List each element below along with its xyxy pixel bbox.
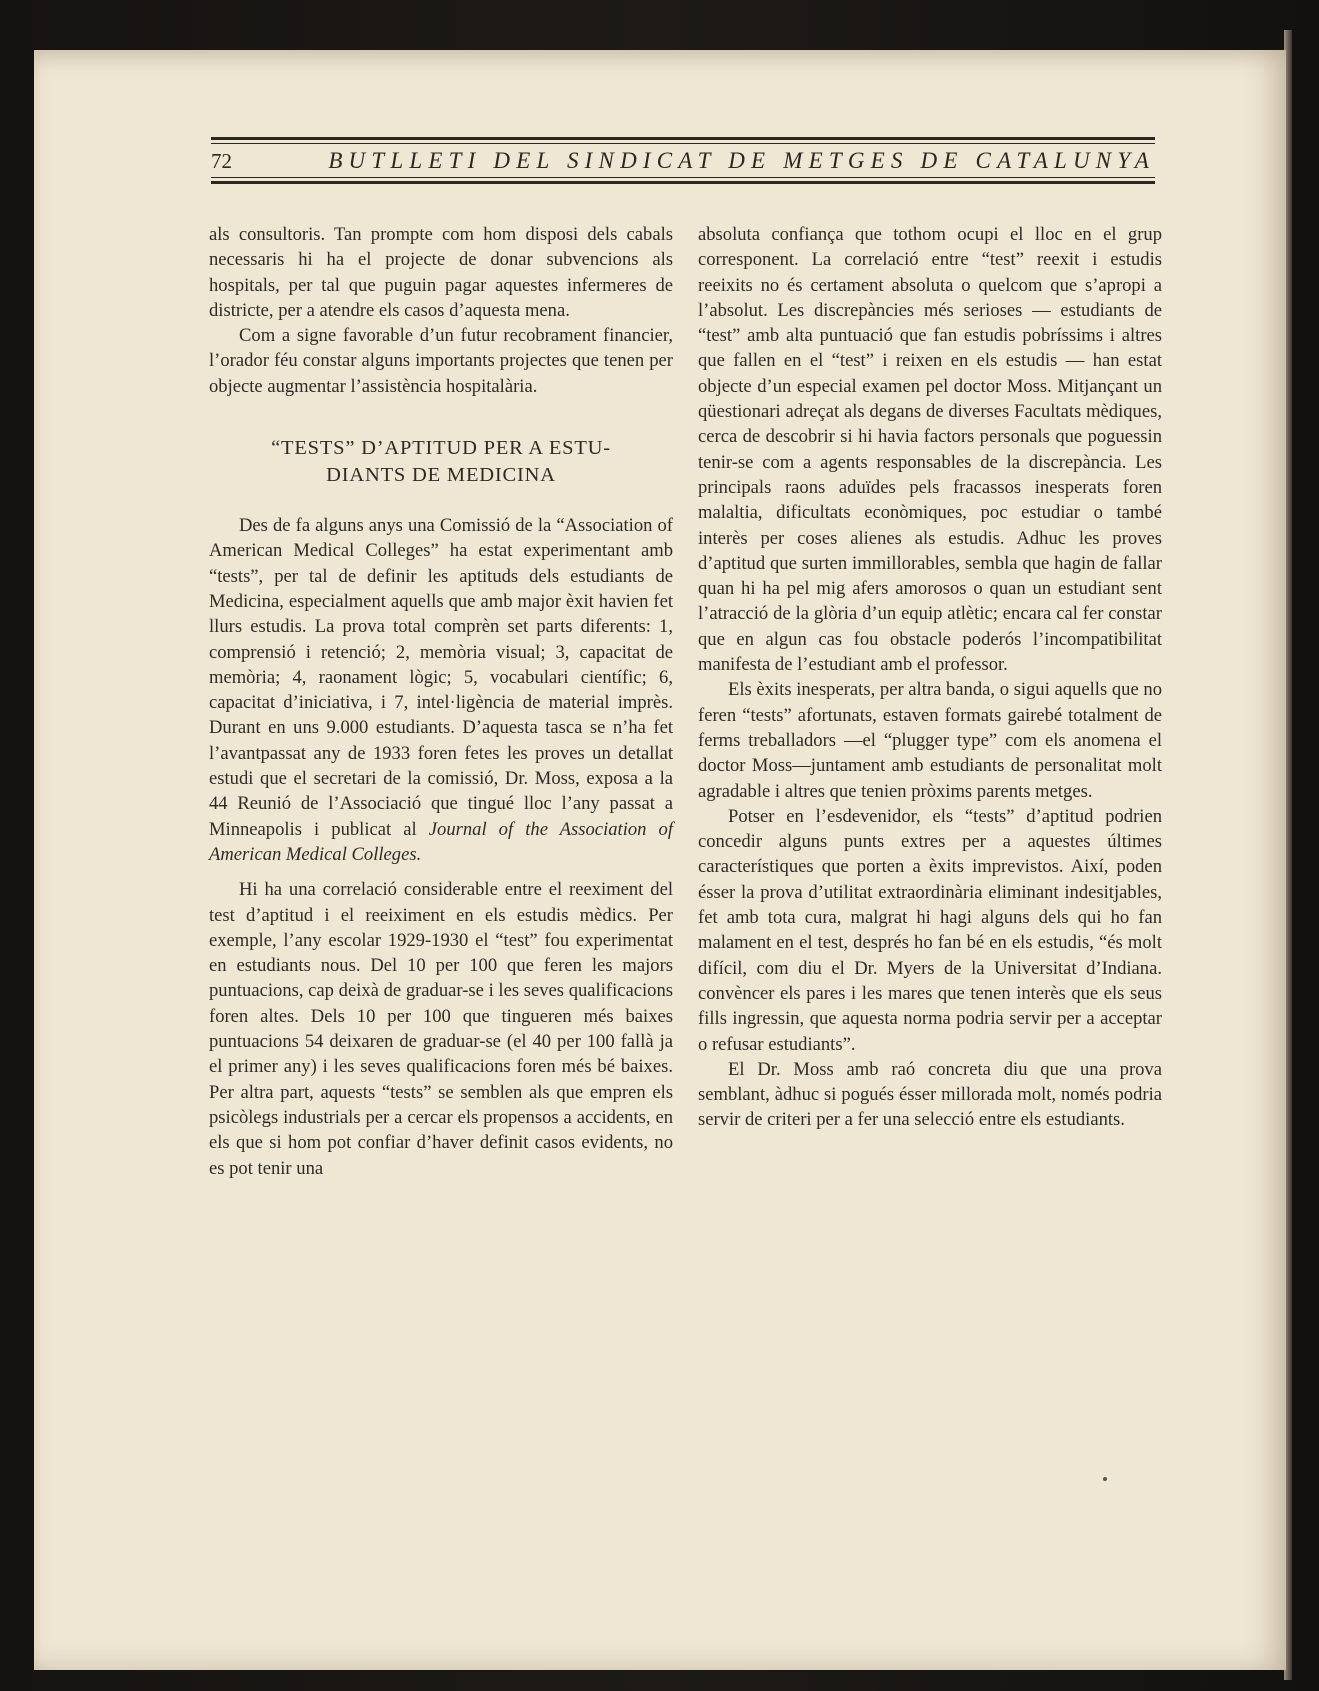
paragraph: Potser en l’esdevenidor, els “tests” d’aptitud podrien concedir alguns punts extres per a aquestes últimes característiques que porten a èxits imprevistos. Així, poden ésser la prova d’utilitat extraordinària eliminant indesitjables, fet amb tota cura, malgrat hi hagi alguns dels qui ho fan malament en el test, després ho fan bé en els estudis, “és molt difícil, com diu el Dr. Myers de la Universitat d’Indiana. convèncer els pares i les mares que tenen interès que els seus fills ingressin, que aquesta norma podria servir per a acceptar o refusar estudiants”.: [698, 805, 1162, 1055]
paragraph: Hi ha una correlació considerable entre el reeximent del test d’aptitud i el reeiximent en els estudis mèdics. Per exemple, l’any escolar 1929-1930 el “test” fou experimentat en estudiants nous. Del 10 per 100 que feren les majors puntuacions, cap deixà de graduar-se i les seves qualificacions foren altes. Dels 10 per 100 que tingueren més baixes puntuacions 54 deixaren de graduar-se (el 40 per 100 fallà ja el primer any) i les seves qualificacions foren més bé baixes. Per altra part, aquests “tests” se semblen als que empren els psicòlegs industrials per a cercar els propensos a accidents, en els que si hom pot confiar d’haver definit casos evidents, no es pot tenir una: [209, 879, 673, 1179]
paragraph: El Dr. Moss amb raó concreta diu que una prova semblant, àdhuc si pogués ésser millorada molt, només podria servir de criteri per a fer una selecció entre els estudiants.: [698, 1058, 1162, 1131]
section-heading-line: “TESTS” D’APTITUD PER A ESTU-: [271, 437, 611, 460]
journal-title: Journal of the Association of American Medical Colleges.: [209, 818, 673, 865]
ink-speck: [1103, 1477, 1107, 1481]
paragraph-text: Des de fa alguns anys una Comissió de la “Association of American Medical Colleges” ha estat experimentant amb “tests”, per tal de definir les aptituds dels estudiants de Medicina, especialment aquells que amb major èxit havien fet llurs estudis. La prova total comprèn set parts diferents: 1, comprensió i retenció; 2, memòria visual; 3, capacitat de memòria; 4, raonament lògic; 5, vocabulari científic; 6, capacitat d’iniciativa, i 7, intel·ligència de material imprès. Durant en uns 9.000 estudiants. D’aquesta tasca se n’ha fet l’avantpassat any de 1933 foren fetes les proves un detallat estudi que el secretari de la comissió, Dr. Moss, exposa a la 44 Reunió de l’Associació que tingué lloc l’any passat a Minneapolis i publicat al: [209, 515, 673, 840]
section-heading-line: DIANTS DE MEDICINA: [326, 464, 556, 487]
left-column: [209, 222, 673, 1181]
header-top-rule: [211, 137, 1155, 144]
header-line: [211, 147, 1155, 175]
paragraph: Com a signe favorable d’un futur recobrament financier, l’orador féu constar alguns importants projectes que tenen per objecte augmentar l’assistència hospitalària.: [209, 325, 673, 397]
right-column: [698, 222, 1162, 1133]
page-number: 72: [211, 148, 232, 173]
section-heading: [209, 435, 673, 489]
paragraph: Els èxits inesperats, per altra banda, o sigui aquells que no feren “tests” afortunats, estaven formats gairebé totalment de ferms treballadors —el “plugger type” com els anomena el doctor Moss—juntament amb estudiants de personalitat molt agradable i altres que tenien pròxims parents metges.: [698, 679, 1162, 802]
paragraph: absoluta confiança que tothom ocupi el lloc en el grup corresponent. La correlació entre “test” reexit i estudis reeixits no és certament absoluta o quelcom que s’apropi a l’absolut. Les discrepàncies més serioses — estudiants de “test” amb alta puntuació que fan estudis pobríssims i altres que fallen en el “test” i reixen en els estudis — han estat objecte d’un especial examen pel doctor Moss. Mitjançant un qüestionari adreçat als degans de diverses Facultats mèdiques, cerca de descobrir si hi havia factors personals que poguessin tenir-se com a agents responsables de la discrepància. Les principals raons aduïdes pels fracassos inesperats foren malaltia, dificultats econòmiques, poc estudiar o també interès per coses alienes als estudis. Adhuc les proves d’aptitud que surten immillorables, sembla que hagin de fallar quan hi ha pel mig afers amorosos o quan un estudiant sent l’atracció de la glòria d’un equip atlètic; encara cal fer constar que en algun cas fou obstacle poderós l’incompatibilitat manifesta de l’estudiant amb el professor.: [698, 224, 1162, 676]
paragraph: als consultoris. Tan prompte com hom disposi dels cabals necessaris hi ha el projecte de donar subvencions als hospitals, per tal que puguin pagar aquestes infermeres de districte, per a atendre els casos d’aquesta mena.: [209, 224, 673, 321]
paragraph: [209, 513, 673, 867]
running-title: BUTLLETI DEL SINDICAT DE METGES DE CATALUNYA: [328, 148, 1155, 173]
header-bottom-rule: [211, 177, 1155, 184]
